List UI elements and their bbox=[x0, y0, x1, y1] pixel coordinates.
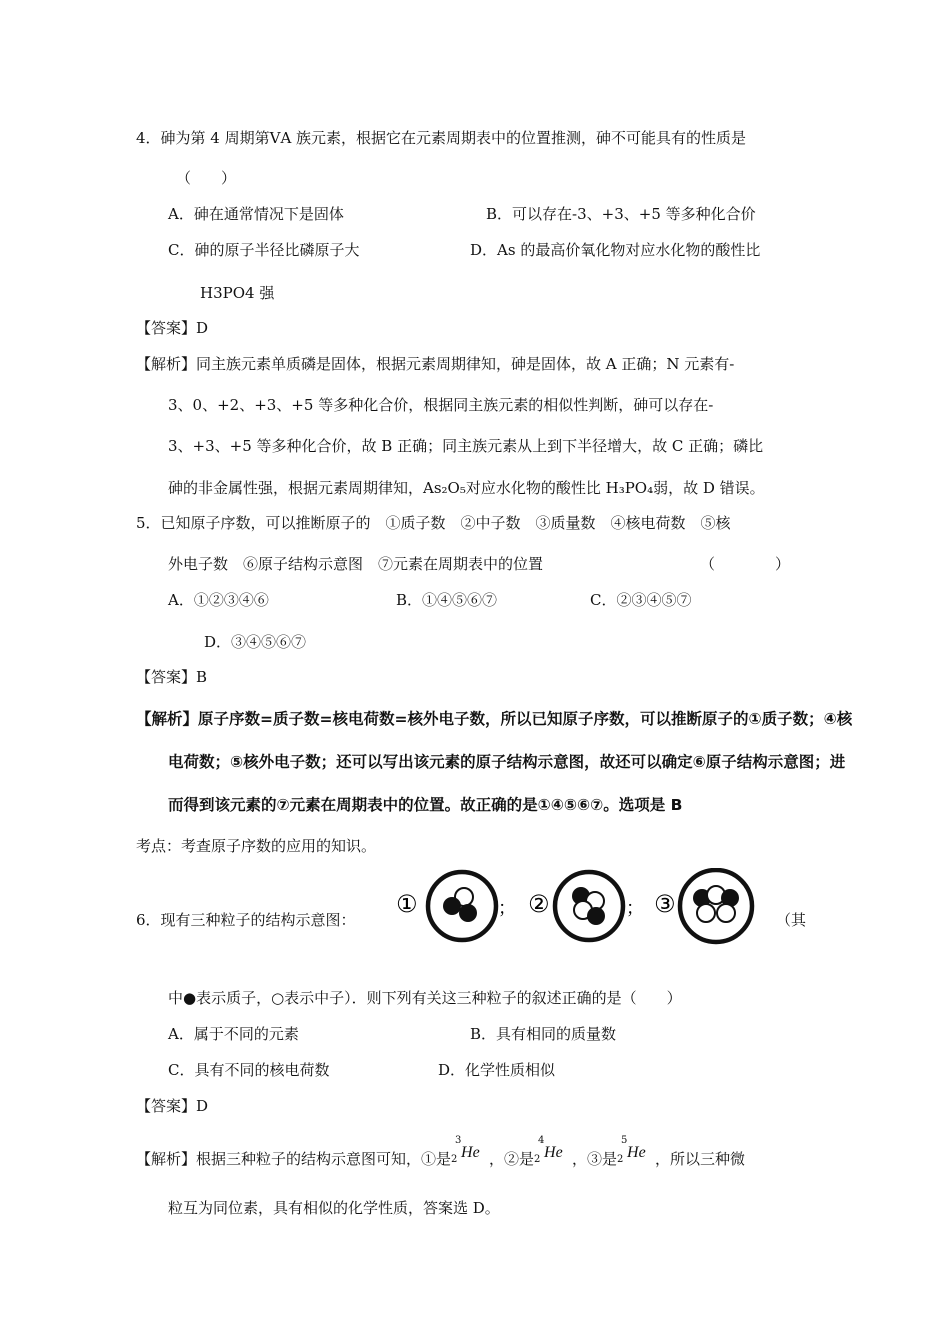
q5-option-d: D．③④⑤⑥⑦ bbox=[204, 633, 307, 651]
isotope-mass-number: 3 bbox=[455, 1135, 462, 1146]
q6-stem: 6．现有三种粒子的结构示意图： bbox=[136, 911, 356, 929]
q4-option-c: C．砷的原子半径比磷原子大 bbox=[168, 241, 360, 259]
q6-explanation-line2: 粒互为同位素，具有相似的化学性质，答案选 D。 bbox=[168, 1199, 500, 1217]
isotope-atomic-number: 2 bbox=[617, 1154, 624, 1165]
q4-explanation-line3: 3、+3、+5 等多种化合价，故 B 正确；同主族元素从上到下半径增大，故 C 正确；磷比 bbox=[168, 437, 764, 455]
q4-explanation-line1: 【解析】同主族元素单质磷是固体，根据元素周期律知，砷是固体，故 A 正确；N 元素有- bbox=[136, 355, 735, 373]
q4-explanation-line2: 3、0、+2、+3、+5 等多种化合价，根据同主族元素的相似性判断，砷可以存在- bbox=[168, 396, 714, 414]
q5-kaodian: 考点：考查原子序数的应用的知识。 bbox=[136, 837, 377, 855]
isotope-he-5 bbox=[617, 1135, 655, 1170]
particle-1-proton bbox=[443, 897, 461, 915]
q5-stem-line2: 外电子数 ⑥原子结构示意图 ⑦元素在周期表中的位置 bbox=[168, 555, 544, 573]
q5-stem-line1: 5．已知原子序数，可以推断原子的 ①质子数 ②中子数 ③质量数 ④核电荷数 ⑤核 bbox=[136, 514, 731, 532]
q5-answer: 【答案】B bbox=[136, 668, 208, 686]
diagram-label-1: ① bbox=[396, 890, 418, 918]
q5-option-c: C．②③④⑤⑦ bbox=[590, 591, 692, 609]
particle-2-proton bbox=[587, 907, 605, 925]
q6-explanation-line1 bbox=[136, 1135, 746, 1170]
isotope-mass-number: 5 bbox=[621, 1135, 628, 1146]
q4-option-d-continued: H3PO4 强 bbox=[200, 284, 275, 302]
particle-1-proton bbox=[459, 904, 477, 922]
q5-explanation-line2: 电荷数；⑤核外电子数；还可以写出该元素的原子结构示意图，故还可以确定⑥原子结构示意图；进 bbox=[168, 753, 846, 771]
diagram-label-3: ③ bbox=[654, 890, 676, 918]
q6-explanation-suffix: ，所以三种微 bbox=[655, 1150, 746, 1168]
isotope-symbol: He bbox=[544, 1144, 563, 1161]
q4-option-a: A．砷在通常情况下是固体 bbox=[168, 205, 344, 223]
q4-option-b: B．可以存在-3、+3、+5 等多种化合价 bbox=[486, 205, 756, 223]
q4-option-d: D．As 的最高价氧化物对应水化物的酸性比 bbox=[470, 241, 761, 259]
q6-option-b: B．具有相同的质量数 bbox=[470, 1025, 617, 1043]
q5-explanation-line3: 而得到该元素的⑦元素在周期表中的位置。故正确的是①④⑤⑥⑦。选项是 B bbox=[168, 796, 683, 814]
isotope-he-3 bbox=[451, 1135, 489, 1170]
q6-stem-tail: （其 bbox=[776, 911, 807, 929]
q5-blank: （ ） bbox=[700, 555, 791, 573]
diagram-label-2: ② bbox=[528, 890, 550, 918]
q5-explanation-line1: 【解析】原子序数=质子数=核电荷数=核外电子数，所以已知原子序数，可以推断原子的①质子数；④核 bbox=[136, 710, 853, 728]
diagram-separator-2: ； bbox=[626, 898, 644, 919]
particle-structure-diagram bbox=[390, 868, 770, 948]
q6-explanation-prefix: 【解析】根据三种粒子的结构示意图可知，①是 bbox=[136, 1150, 452, 1168]
isotope-atomic-number: 2 bbox=[451, 1154, 458, 1165]
q5-option-a: A．①②③④⑥ bbox=[168, 591, 269, 609]
q6-answer: 【答案】D bbox=[136, 1097, 209, 1115]
isotope-he-4 bbox=[534, 1135, 572, 1170]
particle-3-shell bbox=[680, 870, 752, 942]
q5-option-b: B．①④⑤⑥⑦ bbox=[396, 591, 498, 609]
q4-stem: 4．砷为第 4 周期第ⅤA 族元素，根据它在元素周期表中的位置推测，砷不可能具有的性质是 bbox=[136, 129, 747, 147]
q4-answer: 【答案】D bbox=[136, 319, 209, 337]
q6-option-a: A．属于不同的元素 bbox=[168, 1025, 299, 1043]
isotope-atomic-number: 2 bbox=[534, 1154, 541, 1165]
q6-explanation-sep2: ，③是 bbox=[572, 1150, 618, 1168]
isotope-mass-number: 4 bbox=[538, 1135, 545, 1146]
q4-blank: （ ） bbox=[176, 169, 237, 187]
q6-explanation-sep1: ，②是 bbox=[489, 1150, 535, 1168]
q6-option-d: D．化学性质相似 bbox=[438, 1061, 556, 1079]
particle-3-neutron bbox=[697, 904, 715, 922]
q4-explanation-line4: 砷的非金属性强，根据元素周期律知，As₂O₅对应水化物的酸性比 H₃PO₄弱，故 D 错误。 bbox=[168, 479, 765, 497]
isotope-symbol: He bbox=[627, 1144, 646, 1161]
q6-option-c: C．具有不同的核电荷数 bbox=[168, 1061, 330, 1079]
q6-stem-line2: 中●表示质子，○表示中子）．则下列有关这三种粒子的叙述正确的是（ ） bbox=[168, 989, 682, 1007]
particle-3-neutron bbox=[717, 904, 735, 922]
isotope-symbol: He bbox=[461, 1144, 480, 1161]
diagram-separator-1: ； bbox=[498, 898, 516, 919]
